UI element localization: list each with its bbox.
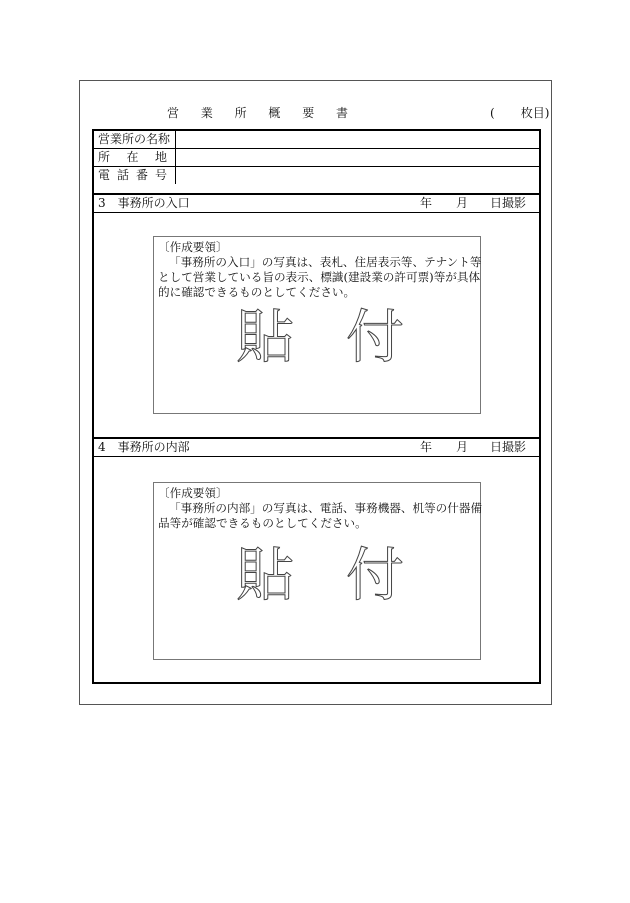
office-name-field[interactable] <box>176 131 539 148</box>
entrance-paste-mark <box>210 303 430 371</box>
interior-guide-heading: 〔作成要領〕 <box>158 486 228 500</box>
address-row <box>94 149 539 167</box>
entrance-section-title: 3 事務所の入口 <box>98 196 190 210</box>
entrance-date-month: 月 <box>456 196 469 210</box>
interior-date-day: 日撮影 <box>490 440 527 454</box>
office-name-label: 営業所の名称 <box>94 131 176 148</box>
entrance-section-header <box>94 195 539 213</box>
interior-guide-body: 「事務所の内部」の写真は、電話、事務機器、机等の什器備品等が確認できるものとしてください。 <box>158 501 483 530</box>
interior-section-header <box>94 439 539 457</box>
document-title: 営 業 所 概 要 書 <box>166 106 358 120</box>
entrance-date-year: 年 <box>420 196 433 210</box>
interior-date-month: 月 <box>456 440 469 454</box>
overview-form <box>92 129 541 684</box>
entrance-guide-body: 「事務所の入口」の写真は、表札、住居表示等、テナント等として営業している旨の表示、標識(建設業の許可票)等が具体的に確認できるものとしてください。 <box>158 255 482 299</box>
paste-char-1: 貼 <box>235 541 294 609</box>
entrance-date-day: 日撮影 <box>490 196 527 210</box>
entrance-guide-heading: 〔作成要領〕 <box>158 240 228 254</box>
sheet-count-open: ( <box>490 106 495 120</box>
sheet-count-unit: 枚目) <box>520 106 550 120</box>
phone-label: 電 話 番 号 <box>94 167 176 184</box>
phone-row <box>94 167 539 185</box>
interior-guide <box>158 486 484 531</box>
sheet-count <box>490 104 549 121</box>
paste-char-1: 貼 <box>235 303 294 371</box>
entrance-guide <box>158 240 484 300</box>
phone-field[interactable] <box>176 167 539 184</box>
interior-section-title: 4 事務所の内部 <box>98 440 190 454</box>
paste-char-2: 付 <box>345 303 404 371</box>
paste-char-2: 付 <box>345 541 404 609</box>
address-label: 所 在 地 <box>94 149 176 166</box>
entrance-photo-area[interactable] <box>153 236 481 414</box>
interior-photo-area[interactable] <box>153 482 481 660</box>
interior-date-year: 年 <box>420 440 433 454</box>
address-field[interactable] <box>176 149 539 166</box>
interior-paste-mark <box>210 541 430 609</box>
office-name-row <box>94 131 539 149</box>
